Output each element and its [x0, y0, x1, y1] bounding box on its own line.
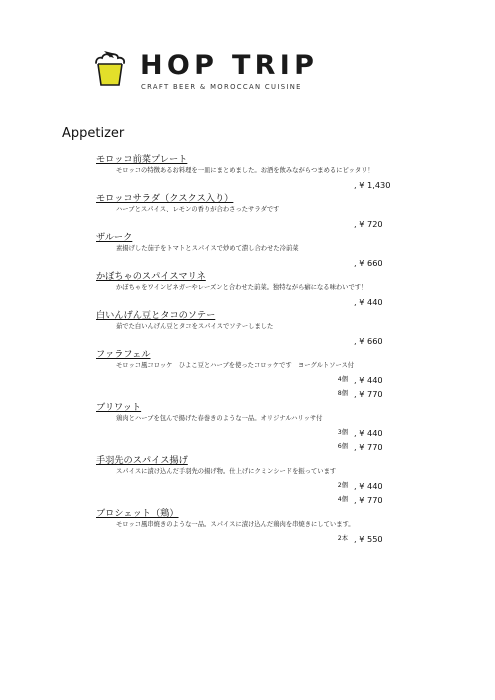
price: , ¥ 440: [354, 428, 383, 438]
price-row: [96, 373, 406, 387]
price-row: [96, 178, 406, 192]
menu-item: [96, 153, 406, 192]
menu-item: [96, 309, 406, 348]
portion-quantity: 3個: [337, 429, 348, 436]
menu-item-description: モロッコの特徴あるお料理を一皿にまとめました。お酒を飲みながらつまめるにピッタリ！: [116, 167, 374, 174]
menu-item: [96, 231, 406, 270]
menu-item-name: 手羽先のスパイス揚げ: [96, 455, 188, 466]
beer-glass-icon: [92, 48, 128, 88]
price-row: [96, 532, 406, 546]
menu-item-name: モロッコ前菜プレート: [96, 154, 188, 165]
portion-quantity: 6個: [337, 443, 348, 450]
brand-tagline: CRAFT BEER & MOROCCAN CUISINE: [141, 83, 302, 91]
menu-item: [96, 401, 406, 454]
price-row: [96, 295, 406, 309]
brand-name: HOP TRIP: [140, 50, 319, 81]
portion-quantity: 2個: [337, 482, 348, 489]
price: , ¥ 770: [354, 442, 383, 452]
price: , ¥ 1,430: [354, 180, 391, 190]
menu-item-name: 白いんげん豆とタコのソテー: [96, 310, 216, 321]
price-row: [96, 387, 406, 401]
logo: [92, 48, 332, 96]
price: , ¥ 770: [354, 389, 383, 399]
menu-item-description: 鶏肉とハーブを包んで揚げた春巻きのような一品。オリジナルハリッサ付: [116, 415, 323, 422]
price: , ¥ 660: [354, 258, 383, 268]
menu-item-name: ファラフェル: [96, 349, 151, 360]
menu-item: [96, 507, 406, 546]
portion-quantity: 4個: [337, 376, 348, 383]
price: , ¥ 440: [354, 297, 383, 307]
price: , ¥ 770: [354, 495, 383, 505]
menu-item: [96, 348, 406, 401]
menu-item-name: ブリワット: [96, 402, 142, 413]
menu-list: [96, 153, 406, 546]
price: , ¥ 440: [354, 481, 383, 491]
price: , ¥ 660: [354, 336, 383, 346]
price-row: [96, 479, 406, 493]
price: , ¥ 550: [354, 534, 383, 544]
portion-quantity: 8個: [337, 390, 348, 397]
menu-item-description: スパイスに漬け込んだ手羽先の揚げ物。仕上げにクミンシードを振っています: [116, 468, 337, 475]
menu-item-description: モロッコ風串焼きのような一品。スパイスに漬け込んだ鶏肉を串焼きにしています。: [116, 521, 355, 528]
menu-item-description: 素揚げした茄子をトマトとスパイスで炒めて潰し合わせた冷前菜: [116, 245, 299, 252]
menu-item-description: モロッコ風コロッケ ひよこ豆とハーブを使ったコロッケです ヨーグルトソース付: [116, 362, 355, 369]
price: , ¥ 720: [354, 219, 383, 229]
price-row: [96, 440, 406, 454]
section-title: Appetizer: [62, 126, 125, 141]
menu-item-name: ザルーク: [96, 232, 133, 243]
portion-quantity: 2本: [337, 535, 348, 542]
portion-quantity: 4個: [337, 496, 348, 503]
price: , ¥ 440: [354, 375, 383, 385]
price-row: [96, 217, 406, 231]
menu-item-description: かぼちゃをワインビネガーやレーズンと合わせた前菜。独特ながら癖になる味わいです！: [116, 284, 368, 291]
menu-item-name: かぼちゃのスパイスマリネ: [96, 271, 206, 282]
menu-item-name: ブロシェット（鶏）: [96, 508, 179, 519]
menu-item-description: ハーブとスパイス、レモンの香りが合わさったサラダです: [116, 206, 280, 213]
price-row: [96, 334, 406, 348]
menu-item: [96, 270, 406, 309]
price-row: [96, 426, 406, 440]
menu-item-name: モロッコサラダ（クスクス入り）: [96, 193, 234, 204]
menu-item-description: 茹でた白いんげん豆とタコをスパイスでソテーしました: [116, 323, 274, 330]
menu-item: [96, 192, 406, 231]
price-row: [96, 493, 406, 507]
price-row: [96, 256, 406, 270]
menu-item: [96, 454, 406, 507]
